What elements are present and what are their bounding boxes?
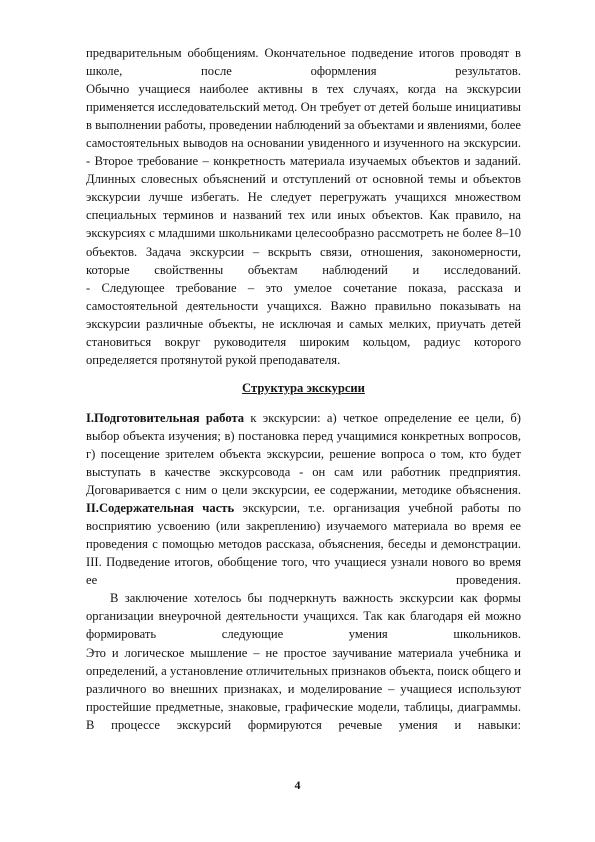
part-2-text: экскурсии, т.е. организация учебной работы по восприятию усвоению (или закреплению) изучаемого материала во время ее проведения с помощью методов рассказа, объяснения, беседы и демонстрации. [86, 501, 521, 552]
paragraph-next-requirement: - Следующее требование – это умелое сочетание показа, рассказа и самостоятельной деятельности учащихся. Важно правильно показывать на экскурсии различные объекты, не исключая и самых мелких, приучать детей становиться вокруг руководителя широким кольцом, радиус которого определяется протянутой рукой преподавателя. [86, 280, 521, 367]
structure-part-1 [86, 409, 521, 499]
section-heading: Структура экскурсии [242, 380, 365, 395]
part-1-text: к экскурсии: а) четкое определение ее цели, б) выбор объекта изучения; в) постановка перед учащимися конкретных вопросов, г) посещение зрителем объекта экскурсии, решение вопроса о том, кто будет выступать в качестве экскурсовода - он сам или работник предприятия. Договаривается с ним о цели экскурсии, ее содержании, методике объяснения. [86, 410, 521, 498]
paragraph-research-method: Обычно учащиеся наиболее активны в тех случаях, когда на экскурсии применяется исследовательский метод. Он требует от детей больше инициативы в выполнении работы, проведении наблюдений за объектами и явлениями, более самостоятельных выводов на основании увиденного и изученного на экскурсии. [86, 82, 521, 151]
paragraph-conclusion: В заключение хотелось бы подчеркнуть важность экскурсии как формы организации внеурочной деятельности учащихся. Так как благодаря ей можно формировать следующие умения школьников. [86, 591, 521, 642]
paragraph-second-requirement: - Второе требование – конкретность материала изучаемых объектов и заданий. Длинных словесных объяснений и отступлений от основной темы и объектов экскурсии лучше избегать. Не следует перегружать учащихся множеством специальных терминов и названий тех или иных объектов. Как правило, на экскурсиях с младшими школьниками целесообразно рассмотреть не более 8–10 объектов. Задача экскурсии – вскрыть связи, отношения, закономерности, которые свойственны объектам наблюдений и исследований. [86, 154, 521, 277]
structure-part-2 [86, 499, 521, 553]
page-text [86, 44, 521, 734]
part-2-label: II.Содержательная часть [86, 501, 235, 516]
paragraph-logical-thinking: Это и логическое мышление – не простое заучивание материала учебника и определений, а установление отличительных признаков объекта, поиск общего и различного во внешних признаках, и моделирование – учащиеся используют простейшие предметные, знаковые, графические модели, таблицы, диаграммы. В процессе экскурсий формируются речевые умения и навыки: [86, 645, 521, 732]
structure-part-3: III. Подведение итогов, обобщение того, что учащиеся узнали нового во время ее проведения. [86, 555, 521, 588]
page-number: 4 [294, 778, 301, 792]
part-1-label: I.Подготовительная работа [86, 410, 245, 425]
paragraph-summary-intro: предварительным обобщениям. Окончательное подведение итогов проводят в школе, после оформления результатов. [86, 46, 521, 79]
